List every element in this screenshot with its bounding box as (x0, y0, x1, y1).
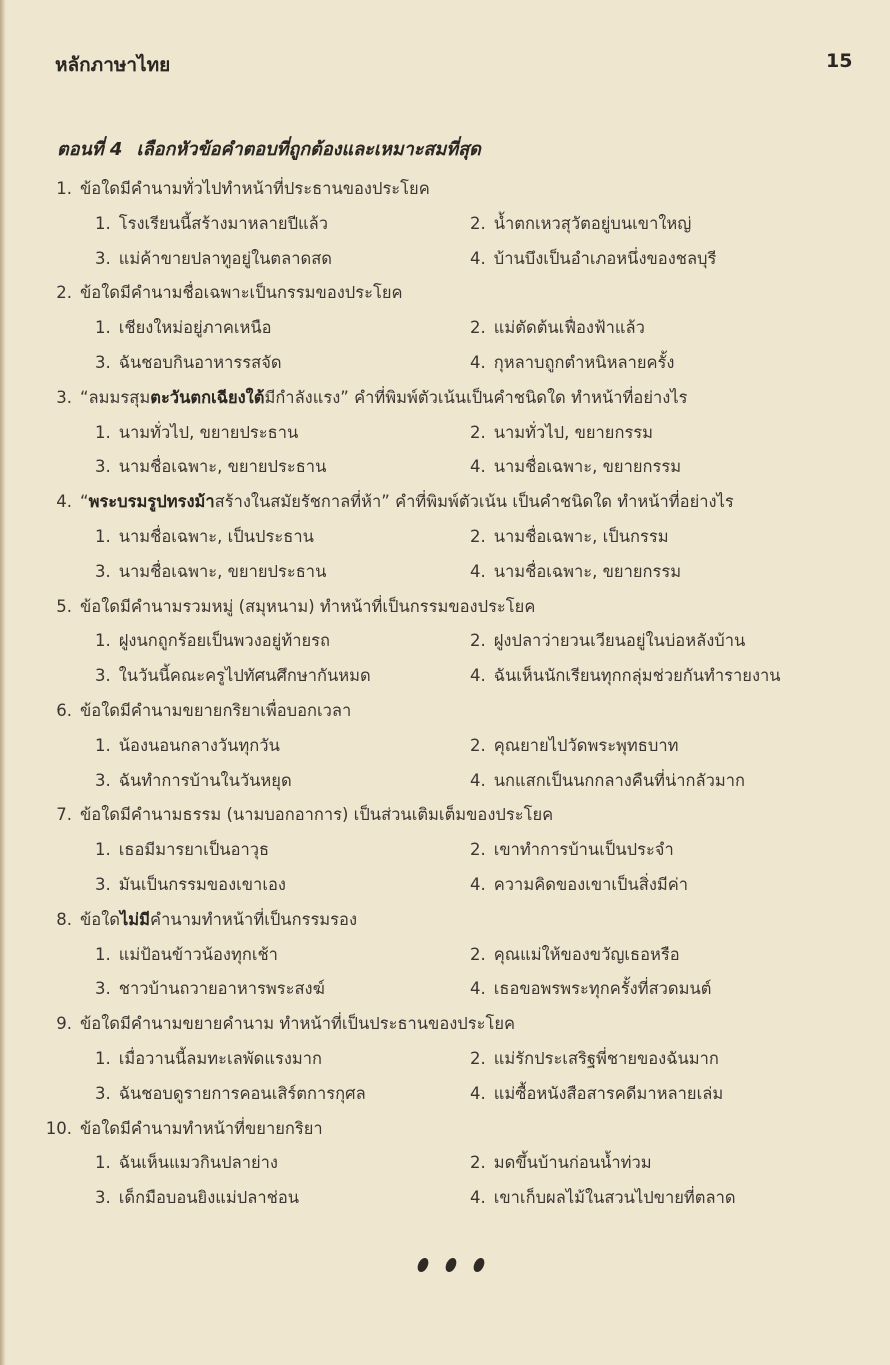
option-row (0, 555, 890, 590)
running-head: หลักภาษาไทย (55, 54, 171, 76)
question-text-pre: ข้อใดมีคำนามทำหน้าที่ขยายกริยา (80, 1118, 323, 1138)
question-number: 3. (56, 387, 72, 407)
question-text-pre: ข้อใดมีคำนามรวมหมู่ (สมุหนาม) ทำหน้าที่เป็นกรรมของประโยค (80, 596, 536, 616)
option-text: ฉันชอบดูรายการคอนเสิร์ตการกุศล (118, 1083, 366, 1103)
section-instruction: เลือกหัวข้อคำตอบที่ถูกต้องและเหมาะสมที่สุด (136, 139, 481, 160)
answer-option (470, 659, 781, 694)
section-heading (57, 134, 481, 163)
answer-option (470, 729, 679, 764)
option-number: 3. (95, 666, 111, 686)
option-number: 2. (470, 944, 486, 964)
option-number: 4. (470, 1083, 486, 1103)
question-text-post: คำนามทำหน้าที่เป็นกรรมรอง (150, 909, 358, 929)
answer-option (95, 938, 278, 973)
option-text: ฉันเห็นแมวกินปลาย่าง (118, 1153, 278, 1173)
option-number: 1. (95, 1048, 111, 1068)
question-emphasis: พระบรมรูปทรงม้า (88, 492, 215, 512)
question-emphasis: ไม่มี (119, 909, 151, 929)
option-number: 3. (95, 352, 111, 372)
option-row (0, 972, 890, 1007)
answer-option (470, 416, 653, 451)
option-text: ชาวบ้านถวายอาหารพระสงฆ์ (118, 979, 325, 999)
answer-option (470, 346, 674, 381)
option-number: 1. (95, 422, 111, 442)
section-label: ตอนที่ 4 (57, 139, 123, 160)
option-number: 1. (95, 944, 111, 964)
answer-option (470, 450, 681, 485)
option-text: เชียงใหม่อยู่ภาคเหนือ (118, 318, 272, 338)
question-text-pre: ข้อใดมีคำนามขยายคำนาม ทำหน้าที่เป็นประธานของประโยค (80, 1014, 516, 1034)
option-text: เมื่อวานนี้ลมทะเลพัดแรงมาก (118, 1048, 323, 1068)
answer-option (470, 520, 669, 555)
option-number: 3. (95, 457, 111, 477)
option-text: ฉันชอบกินอาหารรสจัด (118, 352, 282, 372)
answer-option (95, 1042, 322, 1077)
option-text: ความคิดของเขาเป็นสิ่งมีค่า (493, 874, 689, 894)
option-text: นามชื่อเฉพาะ, เป็นกรรม (493, 526, 669, 546)
option-number: 1. (95, 526, 111, 546)
option-text: นามทั่วไป, ขยายประธาน (118, 422, 299, 442)
option-row (0, 729, 890, 764)
option-number: 2. (470, 422, 486, 442)
option-row (0, 416, 890, 451)
answer-option (95, 729, 280, 764)
answer-option (470, 868, 688, 903)
option-text: แม่ตัดต้นเฟื่องฟ้าแล้ว (493, 318, 645, 338)
option-row (0, 833, 890, 868)
option-text: มดขึ้นบ้านก่อนน้ำท่วม (493, 1153, 652, 1173)
option-number: 3. (95, 561, 111, 581)
option-number: 1. (95, 1153, 111, 1173)
option-row (0, 659, 890, 694)
question-number: 5. (56, 596, 72, 616)
option-row (0, 1181, 890, 1216)
question-text (80, 1112, 323, 1147)
question-emphasis: ตะวันตกเฉียงใต้ (150, 387, 265, 407)
question-text (80, 172, 430, 207)
option-text: กุหลาบถูกตำหนิหลายครั้ง (493, 352, 675, 372)
option-text: แม่รักประเสริฐพี่ชายของฉันมาก (493, 1048, 719, 1068)
option-text: เธอขอพรพระทุกครั้งที่สวดมนต์ (493, 979, 712, 999)
option-row (0, 520, 890, 555)
question-number: 10. (45, 1118, 72, 1138)
question-text (80, 485, 734, 520)
question (0, 276, 890, 311)
option-number: 4. (470, 457, 486, 477)
answer-option (95, 450, 326, 485)
option-number: 2. (470, 213, 486, 233)
option-text: คุณยายไปวัดพระพุทธบาท (493, 735, 679, 755)
question-number: 2. (56, 283, 72, 303)
question-text-pre: “ลมมรสุม (80, 387, 151, 407)
question-text (80, 694, 351, 729)
option-number: 4. (470, 770, 486, 790)
answer-option (470, 938, 680, 973)
answer-option (470, 311, 645, 346)
option-number: 4. (470, 248, 486, 268)
question (0, 694, 890, 729)
answer-option (95, 555, 326, 590)
option-number: 3. (95, 1083, 111, 1103)
option-row (0, 1077, 890, 1112)
answer-option (470, 833, 674, 868)
option-row (0, 1146, 890, 1181)
answer-option (95, 520, 314, 555)
option-row (0, 938, 890, 973)
option-number: 2. (470, 318, 486, 338)
option-text: คุณแม่ให้ของขวัญเธอหรือ (493, 944, 680, 964)
option-text: ฉันทำการบ้านในวันหยุด (118, 770, 292, 790)
question-text (80, 903, 357, 938)
option-text: นามชื่อเฉพาะ, ขยายประธาน (118, 561, 327, 581)
answer-option (470, 555, 681, 590)
question-number: 7. (56, 805, 72, 825)
option-text: ฝูงปลาว่ายวนเวียนอยู่ในบ่อหลังบ้าน (493, 631, 746, 651)
option-text: นามชื่อเฉพาะ, ขยายกรรม (493, 561, 682, 581)
answer-option (95, 833, 269, 868)
option-number: 4. (470, 561, 486, 581)
option-text: นามชื่อเฉพาะ, เป็นประธาน (118, 526, 314, 546)
page-number: 15 (826, 50, 853, 72)
question-list (0, 172, 890, 1216)
option-number: 2. (470, 840, 486, 860)
option-row (0, 1042, 890, 1077)
option-text: นามชื่อเฉพาะ, ขยายกรรม (493, 457, 682, 477)
option-text: มันเป็นกรรมของเขาเอง (118, 874, 286, 894)
option-number: 2. (470, 631, 486, 651)
option-text: เด็กมือบอนยิงแม่ปลาช่อน (118, 1188, 300, 1208)
question-number: 9. (56, 1014, 72, 1034)
option-text: แม่ซื้อหนังสือสารคดีมาหลายเล่ม (493, 1083, 724, 1103)
question (0, 590, 890, 625)
answer-option (470, 972, 712, 1007)
answer-option (95, 1077, 366, 1112)
option-row (0, 242, 890, 277)
question-text (80, 798, 553, 833)
question-number: 4. (56, 492, 72, 512)
option-text: โรงเรียนนี้สร้างมาหลายปีแล้ว (118, 213, 329, 233)
option-number: 4. (470, 1188, 486, 1208)
answer-option (95, 1146, 278, 1181)
question-text (80, 590, 535, 625)
option-text: เขาทำการบ้านเป็นประจำ (493, 840, 674, 860)
ornament-dot (416, 1258, 430, 1272)
option-number: 3. (95, 770, 111, 790)
question (0, 1007, 890, 1042)
question (0, 903, 890, 938)
option-text: เธอมีมารยาเป็นอาวุธ (118, 840, 270, 860)
answer-option (470, 207, 691, 242)
option-number: 1. (95, 840, 111, 860)
option-number: 2. (470, 735, 486, 755)
option-number: 3. (95, 1188, 111, 1208)
answer-option (95, 311, 272, 346)
question-text-pre: ข้อใดมีคำนามขยายกริยาเพื่อบอกเวลา (80, 700, 352, 720)
option-text: เขาเก็บผลไม้ในสวนไปขายที่ตลาด (493, 1188, 736, 1208)
option-number: 3. (95, 248, 111, 268)
option-row (0, 624, 890, 659)
option-number: 2. (470, 526, 486, 546)
question (0, 172, 890, 207)
option-text: แม่ป้อนข้าวน้องทุกเช้า (118, 944, 278, 964)
question-text-post: สร้างในสมัยรัชกาลที่ห้า” คำที่พิมพ์ตัวเน้น เป็นคำชนิดใด ทำหน้าที่อย่างไร (214, 492, 734, 512)
question-number: 6. (56, 700, 72, 720)
option-text: แม่ค้าขายปลาทูอยู่ในตลาดสด (118, 248, 333, 268)
option-number: 4. (470, 874, 486, 894)
answer-option (95, 868, 286, 903)
ornament-dot (472, 1258, 486, 1272)
option-text: นกแสกเป็นนกกลางคืนที่น่ากลัวมาก (493, 770, 746, 790)
option-text: น้ำตกเหวสุวัตอยู่บนเขาใหญ่ (493, 213, 692, 233)
answer-option (95, 972, 325, 1007)
question-text (80, 381, 687, 416)
question-text-pre: “ (80, 492, 89, 512)
question (0, 798, 890, 833)
option-number: 1. (95, 735, 111, 755)
option-number: 3. (95, 979, 111, 999)
question (0, 1112, 890, 1147)
option-text: ในวันนี้คณะครูไปทัศนศึกษากันหมด (118, 666, 371, 686)
answer-option (95, 659, 371, 694)
option-text: ฉันเห็นนักเรียนทุกกลุ่มช่วยกันทำรายงาน (493, 666, 781, 686)
option-text: นามทั่วไป, ขยายกรรม (493, 422, 654, 442)
option-number: 2. (470, 1048, 486, 1068)
question-text-post: มีกำลังแรง” คำที่พิมพ์ตัวเน้นเป็นคำชนิดใด ทำหน้าที่อย่างไร (264, 387, 688, 407)
question-text-pre: ข้อใดมีคำนามทั่วไปทำหน้าที่ประธานของประโยค (80, 179, 430, 198)
option-row (0, 346, 890, 381)
answer-option (470, 764, 745, 799)
option-number: 2. (470, 1153, 486, 1173)
question-number: 1. (56, 179, 72, 198)
answer-option (95, 624, 330, 659)
question (0, 381, 890, 416)
answer-option (95, 207, 328, 242)
answer-option (470, 624, 745, 659)
answer-option (470, 1077, 723, 1112)
option-row (0, 207, 890, 242)
end-ornament (418, 1258, 484, 1272)
option-text: บ้านบึงเป็นอำเภอหนึ่งของชลบุรี (493, 248, 717, 268)
answer-option (95, 346, 282, 381)
answer-option (95, 242, 332, 277)
question-text-pre: ข้อใดมีคำนามชื่อเฉพาะเป็นกรรมของประโยค (80, 283, 403, 303)
option-number: 4. (470, 352, 486, 372)
question-text (80, 276, 403, 311)
answer-option (95, 764, 292, 799)
option-number: 1. (95, 318, 111, 338)
option-text: ฝูงนกถูกร้อยเป็นพวงอยู่ท้ายรถ (118, 631, 330, 651)
option-row (0, 868, 890, 903)
answer-option (95, 1181, 299, 1216)
answer-option (470, 1181, 736, 1216)
option-text: น้องนอนกลางวันทุกวัน (118, 735, 280, 755)
option-text: นามชื่อเฉพาะ, ขยายประธาน (118, 457, 327, 477)
question-text-pre: ข้อใดมีคำนามธรรม (นามบอกอาการ) เป็นส่วนเติมเต็มของประโยค (80, 805, 554, 825)
question (0, 485, 890, 520)
option-row (0, 311, 890, 346)
option-number: 3. (95, 874, 111, 894)
option-number: 1. (95, 213, 111, 233)
question-text-pre: ข้อใด (80, 909, 120, 929)
answer-option (470, 1042, 719, 1077)
option-number: 4. (470, 979, 486, 999)
question-number: 8. (56, 909, 72, 929)
option-row (0, 450, 890, 485)
answer-option (470, 242, 716, 277)
answer-option (470, 1146, 652, 1181)
ornament-dot (444, 1258, 458, 1272)
question-text (80, 1007, 515, 1042)
option-number: 1. (95, 631, 111, 651)
answer-option (95, 416, 298, 451)
option-number: 4. (470, 666, 486, 686)
option-row (0, 764, 890, 799)
